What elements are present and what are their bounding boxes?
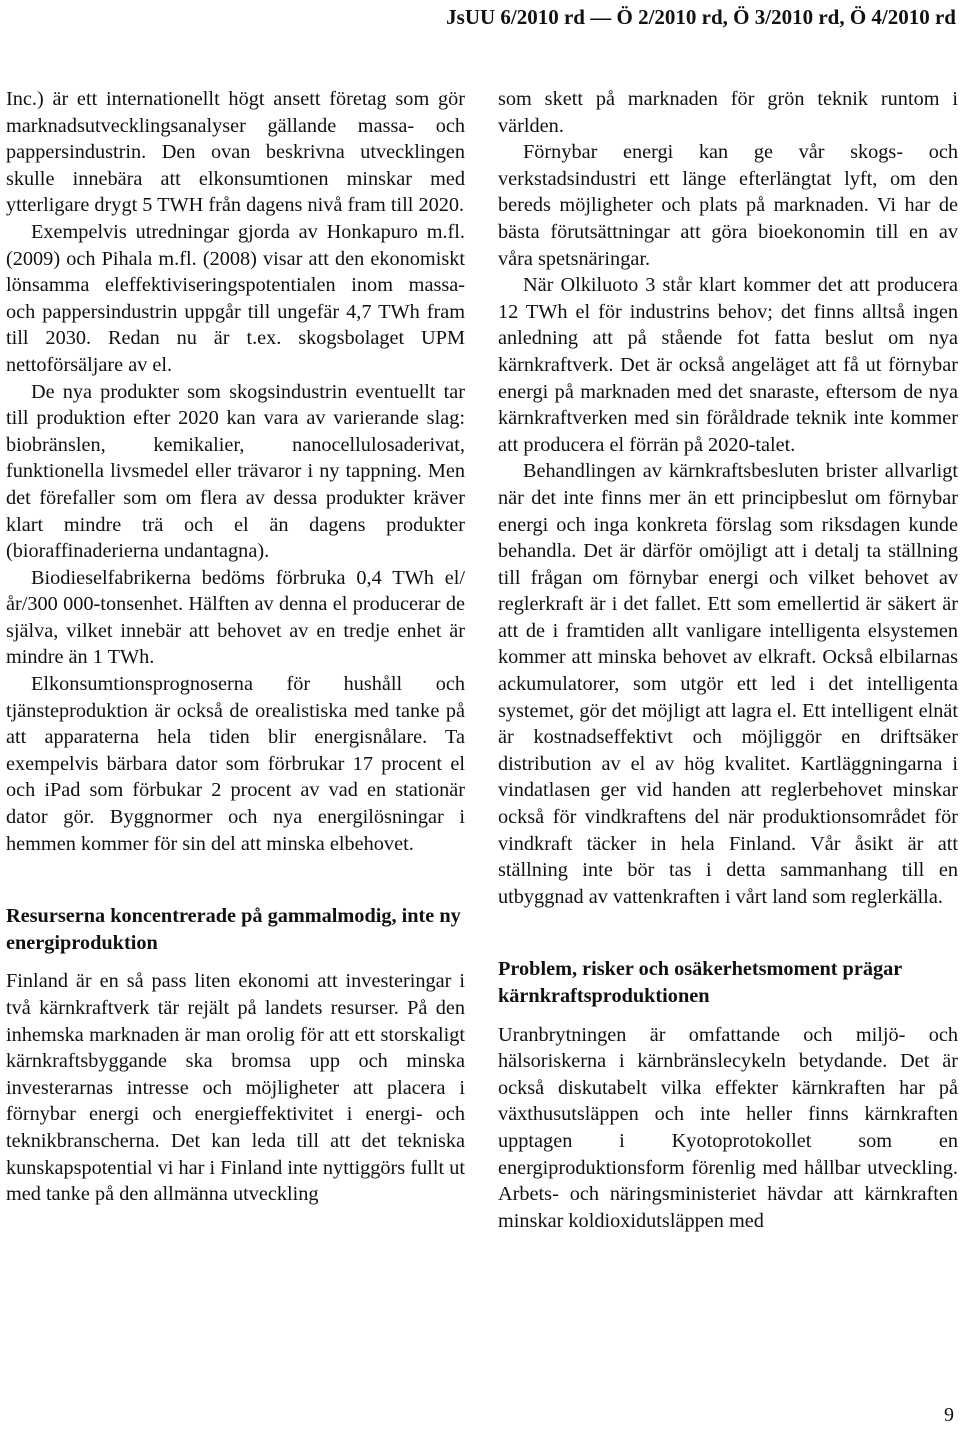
page-number: 9 [944, 1404, 954, 1426]
paragraph: När Olkiluoto 3 står klart kommer det att producera 12 TWh el för industrins behov; det finns alltså ingen anledning att på stående fot fatta beslut om nya kärnkraftverk. Det är också angeläget att få ut förnybar energi på marknaden med det snaraste, eftersom de nya kärnkraftverken med sin föråldrade teknik inte kommer att producera el förrän på 2020-talet. [498, 274, 958, 456]
right-column [498, 86, 958, 1234]
section-spacer [498, 910, 958, 956]
running-header: JsUU 6/2010 rd — Ö 2/2010 rd, Ö 3/2010 rd, Ö 4/2010 rd [446, 5, 956, 29]
section-heading: Resurserna koncentrerade på gammalmodig, inte ny energiproduktion [6, 905, 461, 954]
paragraph: Biodieselfabrikerna bedöms förbruka 0,4 TWh el/år/300 000-tonsenhet. Hälften av denna el producerar de själva, vilket innebär att behovet av en tredje enhet är mindre än 1 TWh. [6, 566, 465, 669]
paragraph: Inc.) är ett internationellt högt ansett företag som gör marknadsutvecklingsanalyser gällande massa- och pappersindustrin. Den ovan beskrivna utvecklingen skulle innebära att elkonsumtionen minskar med ytterligare drygt 5 TWH från dagens nivå fram till 2020. [6, 88, 465, 217]
paragraph: Finland är en så pass liten ekonomi att investeringar i två kärnkraftverk tär rejält på landets resurser. På den inhemska marknaden är man orolig för att ett storskaligt kärnkraftsbyggande ska bromsa upp och minska investerarnas intresse och möjligheter att placera i förnybar energi och energieffektivitet i energi- och teknikbranscherna. Det kan leda till att det tekniska kunskapspotential vi har i Finland inte nyttiggörs fullt ut med tanke på den allmänna utveckling [6, 970, 465, 1206]
paragraph: Elkonsumtionsprognoserna för hushåll och tjänsteproduktion är också de orealistiska med tanke på att apparaterna hela tiden blir energisnålare. Ta exempelvis bärbara dator som förbrukar 17 procent el och iPad som förbukar 2 procent av vad en stationär dator gör. Byggnormer och nya energilösningar i hemmen kommer för sin del att minska elbehovet. [6, 673, 465, 855]
paragraph: Exempelvis utredningar gjorda av Honkapuro m.fl. (2009) och Pihala m.fl. (2008) visar att den ekonomiskt lönsamma eleffektiviseringspotentialen inom massa- och pappersindustrin uppgår till ungefär 4,7 TWh fram till 2030. Redan nu är t.ex. skogsbolaget UPM nettoförsäljare av el. [6, 220, 465, 376]
section-spacer [6, 956, 465, 968]
paragraph: De nya produkter som skogsindustrin eventuellt tar till produktion efter 2020 kan vara av varierande slag: biobränslen, kemikalier, nanocellulosaderivat, funktionella livsmedel eller trävaror i ny tappning. Men det förefaller som om flera av dessa produkter kräver klart mindre trä och el än dagens produkter (bioraffinaderierna undantagna). [6, 380, 465, 563]
paragraph: Behandlingen av kärnkraftsbesluten brister allvarligt när det inte finns mer än ett principbeslut om förnybar energi och inga konkreta förslag som riksdagen kunde behandla. Det är därför omöjligt att i detalj ta ställning till frågan om förnybar energi och vilket behovet av reglerkraft är i det fallet. Ett som emellertid är säkert är att de i framtiden allt vanligare intelligenta elsystemen kommer att minska behovet av elkraft. Också elbilarnas ackumulatorer, som utgör ett led i det intelligenta systemet, gör det möjligt att lagra el. Ett intelligent elnät är kostnadseffektivt och möjliggör en driftsäker distribution av el av hög kvalitet. Kartläggningarna i vindatlasen ger vid handen att reglerbehovet minskar också för vindkraftens del när produktionsområdet för vindkraft täcker in hela Finland. Vår åsikt är att ställning inte bör tas i detta sammanhang till en utbyggnad av vattenkraften i vårt land som reglerkälla. [498, 460, 958, 908]
section-spacer [498, 1010, 958, 1022]
section-heading: Problem, risker och osäkerhetsmoment prägar kärnkraftsproduktionen [498, 958, 902, 1007]
paragraph: som skett på marknaden för grön teknik runtom i världen. [498, 88, 958, 137]
section-spacer [6, 857, 465, 903]
left-column [6, 86, 465, 1208]
paragraph: Uranbrytningen är omfattande och miljö- och hälsoriskerna i kärnbränslecykeln betydande. Det är också diskutabelt vilka effekter kärnkraften har på växthusutsläppen och inte heller finns kärnkraften upptagen i Kyotoprotokollet som en energiproduktionsform förenlig med hållbar utveckling. Arbets- och näringsministeriet hävdar att kärnkraften minskar koldioxidutsläppen med [498, 1023, 958, 1232]
paragraph: Förnybar energi kan ge vår skogs- och verkstadsindustri ett länge efterlängtat lyft, om den bereds möjligheter och plats på marknaden. Vi har de bästa förutsättningar att göra bioekonomin till en av våra spetsnäringar. [498, 141, 958, 270]
